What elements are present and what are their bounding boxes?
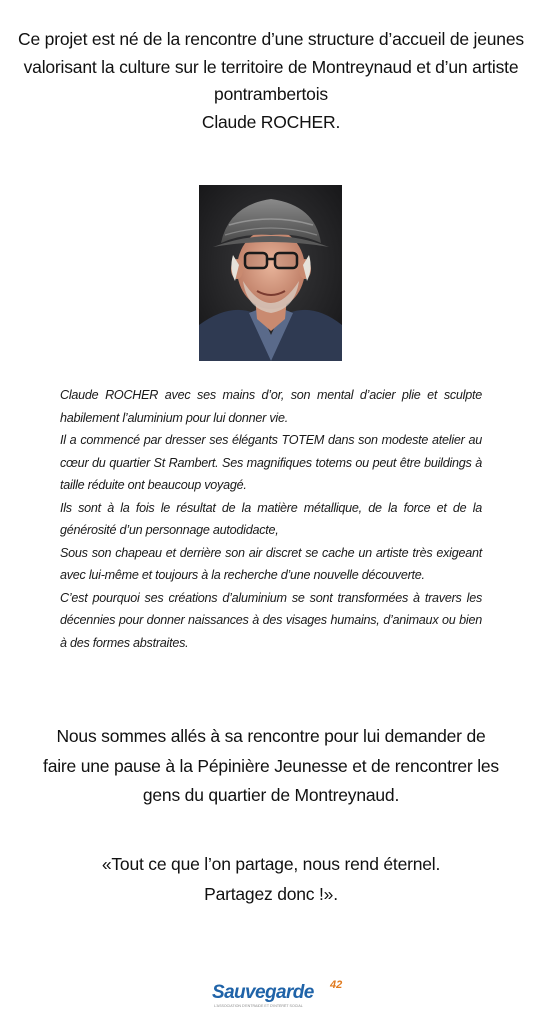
closing-text <box>40 722 502 811</box>
intro-text <box>10 26 532 136</box>
quote-line-1: «Tout ce que l’on partage, nous rend éternel. <box>101 854 441 874</box>
portrait-image <box>199 185 342 361</box>
bio-paragraph: C’est pourquoi ses créations d’aluminium se sont transformées à travers les décennies pour donner naissances à des visages humains, d’animaux ou bien à des formes abstraites. <box>60 590 482 650</box>
closing-paragraph: Nous sommes allés à sa rencontre pour lui demander de faire une pause à la Pépinière Jeunesse et de rencontrer les gens du quartier de Montreynaud. <box>43 726 499 805</box>
logo-wordmark: Sauvegarde <box>212 982 314 1003</box>
bio-paragraph: Il a commencé par dresser ses élégants TOTEM dans son modeste atelier au cœur du quartier St Rambert. Ses magnifiques totems ou peut être buildings à taille réduite ont beaucoup voyagé. <box>60 433 482 492</box>
logo-number: 42 <box>330 979 343 991</box>
bio-paragraph: Ils sont à la fois le résultat de la matière métallique, de la force et de la générosité d’un personnage autodidacte, <box>60 500 482 537</box>
bio-paragraph: Claude ROCHER avec ses mains d’or, son mental d’acier plie et sculpte habilement l’aluminium pour lui donner vie. <box>60 388 482 425</box>
quote-block <box>40 850 502 909</box>
logo-tagline: L'ASSOCIATION D'ENTRAIDE ET D'INTÉRÊT SOCIAL <box>214 1004 303 1008</box>
sauvegarde-logo <box>212 979 343 1012</box>
artist-portrait <box>199 185 342 361</box>
artist-biography <box>60 384 482 654</box>
quote-line-2: Partagez donc !». <box>204 883 338 904</box>
bio-paragraph: Sous son chapeau et derrière son air discret se cache un artiste très exigeant avec lui-même et toujours à la recherche d’une nouvelle découverte. <box>60 545 482 582</box>
intro-artist-name: Claude ROCHER. <box>201 111 341 132</box>
intro-paragraph: Ce projet est né de la rencontre d’une structure d’accueil de jeunes valorisant la culture sur le territoire de Montreynaud et d’un artiste pontrambertois <box>18 29 524 104</box>
